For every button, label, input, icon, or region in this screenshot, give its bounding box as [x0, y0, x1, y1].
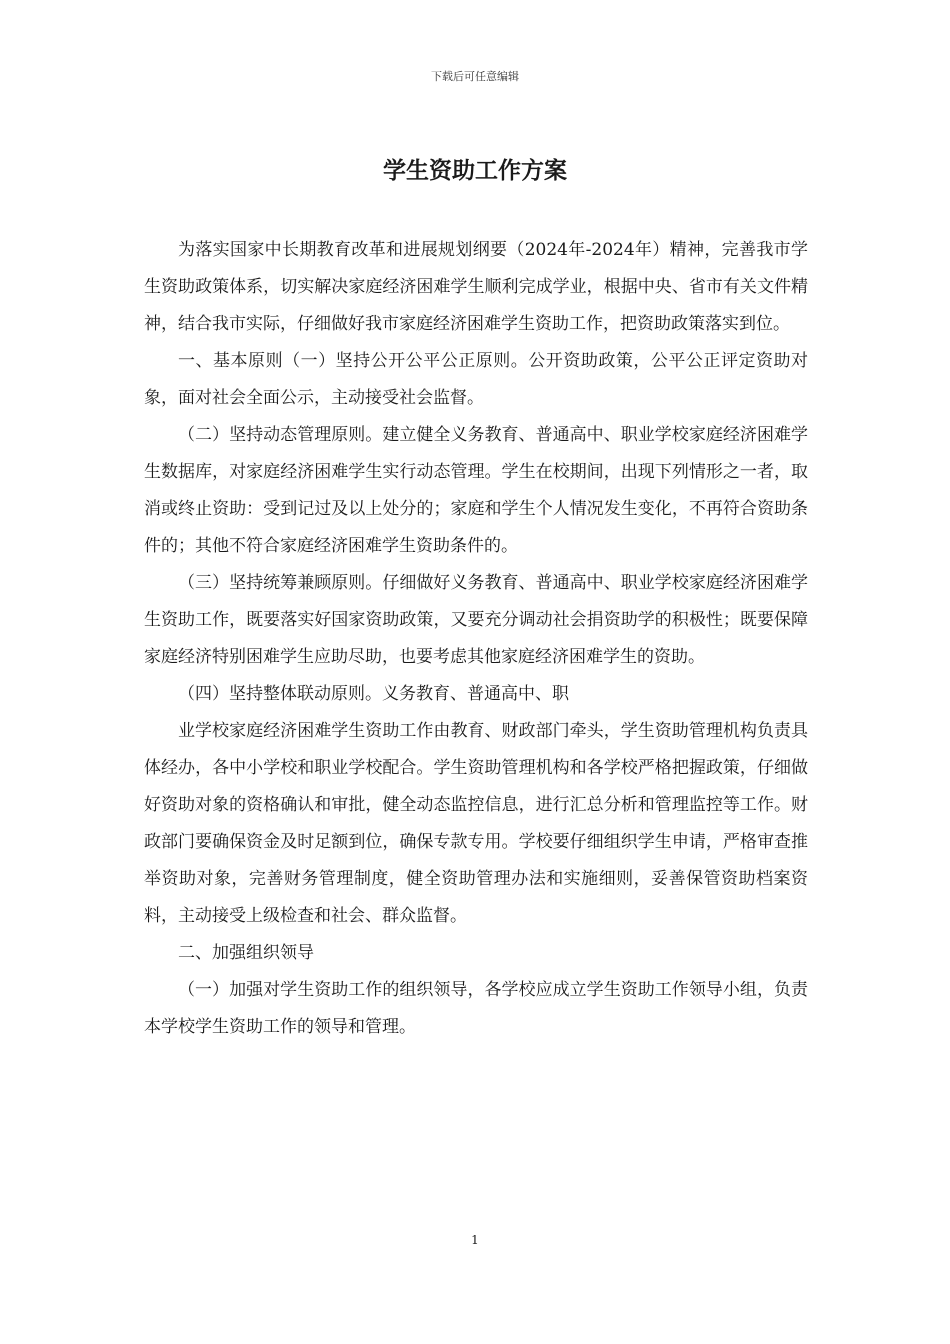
paragraph-principle-2: （二）坚持动态管理原则。建立健全义务教育、普通高中、职业学校家庭经济困难学生数据库，对家庭经济困难学生实行动态管理。学生在校期间，出现下列情形之一者，取消或终止资助：受到记过及以上处分的；家庭和学生个人情况发生变化，不再符合资助条件的；其他不符合家庭经济困难学生资助条件的。 — [144, 425, 808, 556]
paragraph-principle-1: 一、基本原则（一）坚持公开公平公正原则。公开资助政策，公平公正评定资助对象，面对社会全面公示，主动接受社会监督。 — [144, 351, 808, 408]
document-title: 学生资助工作方案 — [383, 157, 567, 184]
paragraph-principle-4-continued: 业学校家庭经济困难学生资助工作由教育、财政部门牵头，学生资助管理机构负责具体经办，各中小学校和职业学校配合。学生资助管理机构和各学校严格把握政策，仔细做好资助对象的资格确认和审批，健全动态监控信息，进行汇总分析和管理监控等工作。财政部门要确保资金及时足额到位，确保专款专用。学校要仔细组织学生申请，严格审查推举资助对象，完善财务管理制度，健全资助管理办法和实施细则，妥善保管资助档案资料，主动接受上级检查和社会、群众监督。 — [144, 721, 808, 926]
paragraph-principle-3: （三）坚持统筹兼顾原则。仔细做好义务教育、普通高中、职业学校家庭经济困难学生资助工作，既要落实好国家资助政策，又要充分调动社会捐资助学的积极性；既要保障家庭经济特别困难学生应助尽助，也要考虑其他家庭经济困难学生的资助。 — [144, 573, 808, 667]
page-number: 1 — [471, 1233, 479, 1247]
section-heading-organization: 二、加强组织领导 — [178, 943, 314, 963]
header-note: 下载后可任意编辑 — [431, 70, 519, 83]
document-body — [144, 232, 808, 1046]
paragraph-organization-1: （一）加强对学生资助工作的组织领导，各学校应成立学生资助工作领导小组，负责本学校学生资助工作的领导和管理。 — [144, 980, 808, 1037]
paragraph-principle-4: （四）坚持整体联动原则。义务教育、普通高中、职 — [178, 684, 569, 704]
paragraph-intro: 为落实国家中长期教育改革和进展规划纲要（2024年-2024年）精神，完善我市学生资助政策体系，切实解决家庭经济困难学生顺利完成学业，根据中央、省市有关文件精神，结合我市实际，仔细做好我市家庭经济困难学生资助工作，把资助政策落实到位。 — [144, 240, 808, 334]
